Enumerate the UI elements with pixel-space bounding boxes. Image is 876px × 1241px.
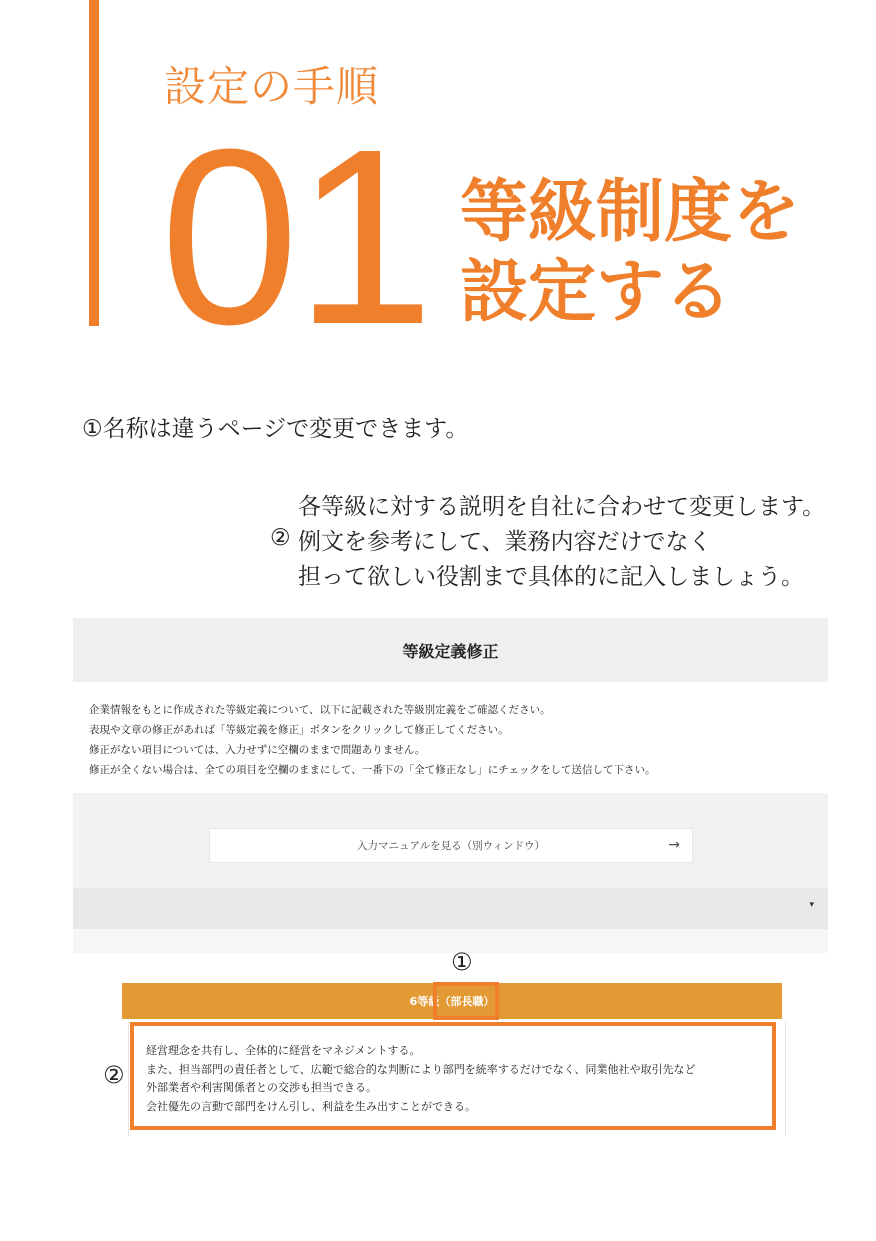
- intro-line: 企業情報をもとに作成された等級定義について、以下に記載された等級別定義をご確認ください。: [89, 704, 551, 716]
- title-line-2: 設定する: [460, 253, 733, 332]
- intro-line: 表現や文章の修正があれば「等級定義を修正」ボタンをクリックして修正してください。: [89, 724, 509, 736]
- note-2: [298, 490, 825, 595]
- chevron-down-icon: ▾: [809, 900, 814, 910]
- form-intro: [89, 700, 655, 780]
- grade-description: [146, 1042, 696, 1116]
- annotation-marker-1: ①: [451, 948, 473, 976]
- form-heading: 等級定義修正: [73, 618, 828, 682]
- note-2-line: 例文を参考にして、業務内容だけでなく: [298, 529, 712, 555]
- step-number: 01: [160, 97, 431, 376]
- description-line: 経営理念を共有し、全体的に経営をマネジメントする。: [146, 1044, 421, 1057]
- grade-select[interactable]: [73, 888, 828, 929]
- description-line: 会社優先の言動で部門をけん引し、利益を生み出すことができる。: [146, 1099, 476, 1113]
- manual-link-label: 入力マニュアルを見る（別ウィンドウ）: [357, 840, 545, 852]
- intro-line: 修正がない項目については、入力せずに空欄のままで問題ありません。: [89, 744, 426, 756]
- note-2-line: 担って欲しい役割まで具体的に記入しましょう。: [298, 564, 804, 590]
- arrow-right-icon: →: [668, 837, 680, 853]
- manual-link-button[interactable]: [209, 828, 693, 863]
- highlight-box-name: [433, 982, 499, 1020]
- page-title: [460, 173, 800, 333]
- accent-vertical-bar: [89, 0, 99, 326]
- intro-line: 修正が全くない場合は、全ての項目を空欄のままにして、一番下の「全て修正なし」にチェックをして送信して下さい。: [89, 764, 656, 776]
- note-1: ①名称は違うページで変更できます。: [82, 416, 469, 442]
- description-line: 外部業者や利害関係者との交渉も担当できる。: [146, 1081, 377, 1094]
- note-2-line: 各等級に対する説明を自社に合わせて変更します。: [298, 494, 826, 520]
- description-line: また、担当部門の責任者として、広範で総合的な判断により部門を統率するだけでなく、同業他社や取引先など: [146, 1062, 696, 1076]
- form-screenshot: [73, 618, 828, 1138]
- grade-title: 6等級（部長職）: [409, 995, 495, 1008]
- annotation-marker-2: ②: [103, 1061, 125, 1089]
- note-2-marker: ②: [270, 525, 291, 551]
- title-line-1: 等級制度を: [460, 173, 801, 252]
- section-kicker: 設定の手順: [164, 62, 380, 111]
